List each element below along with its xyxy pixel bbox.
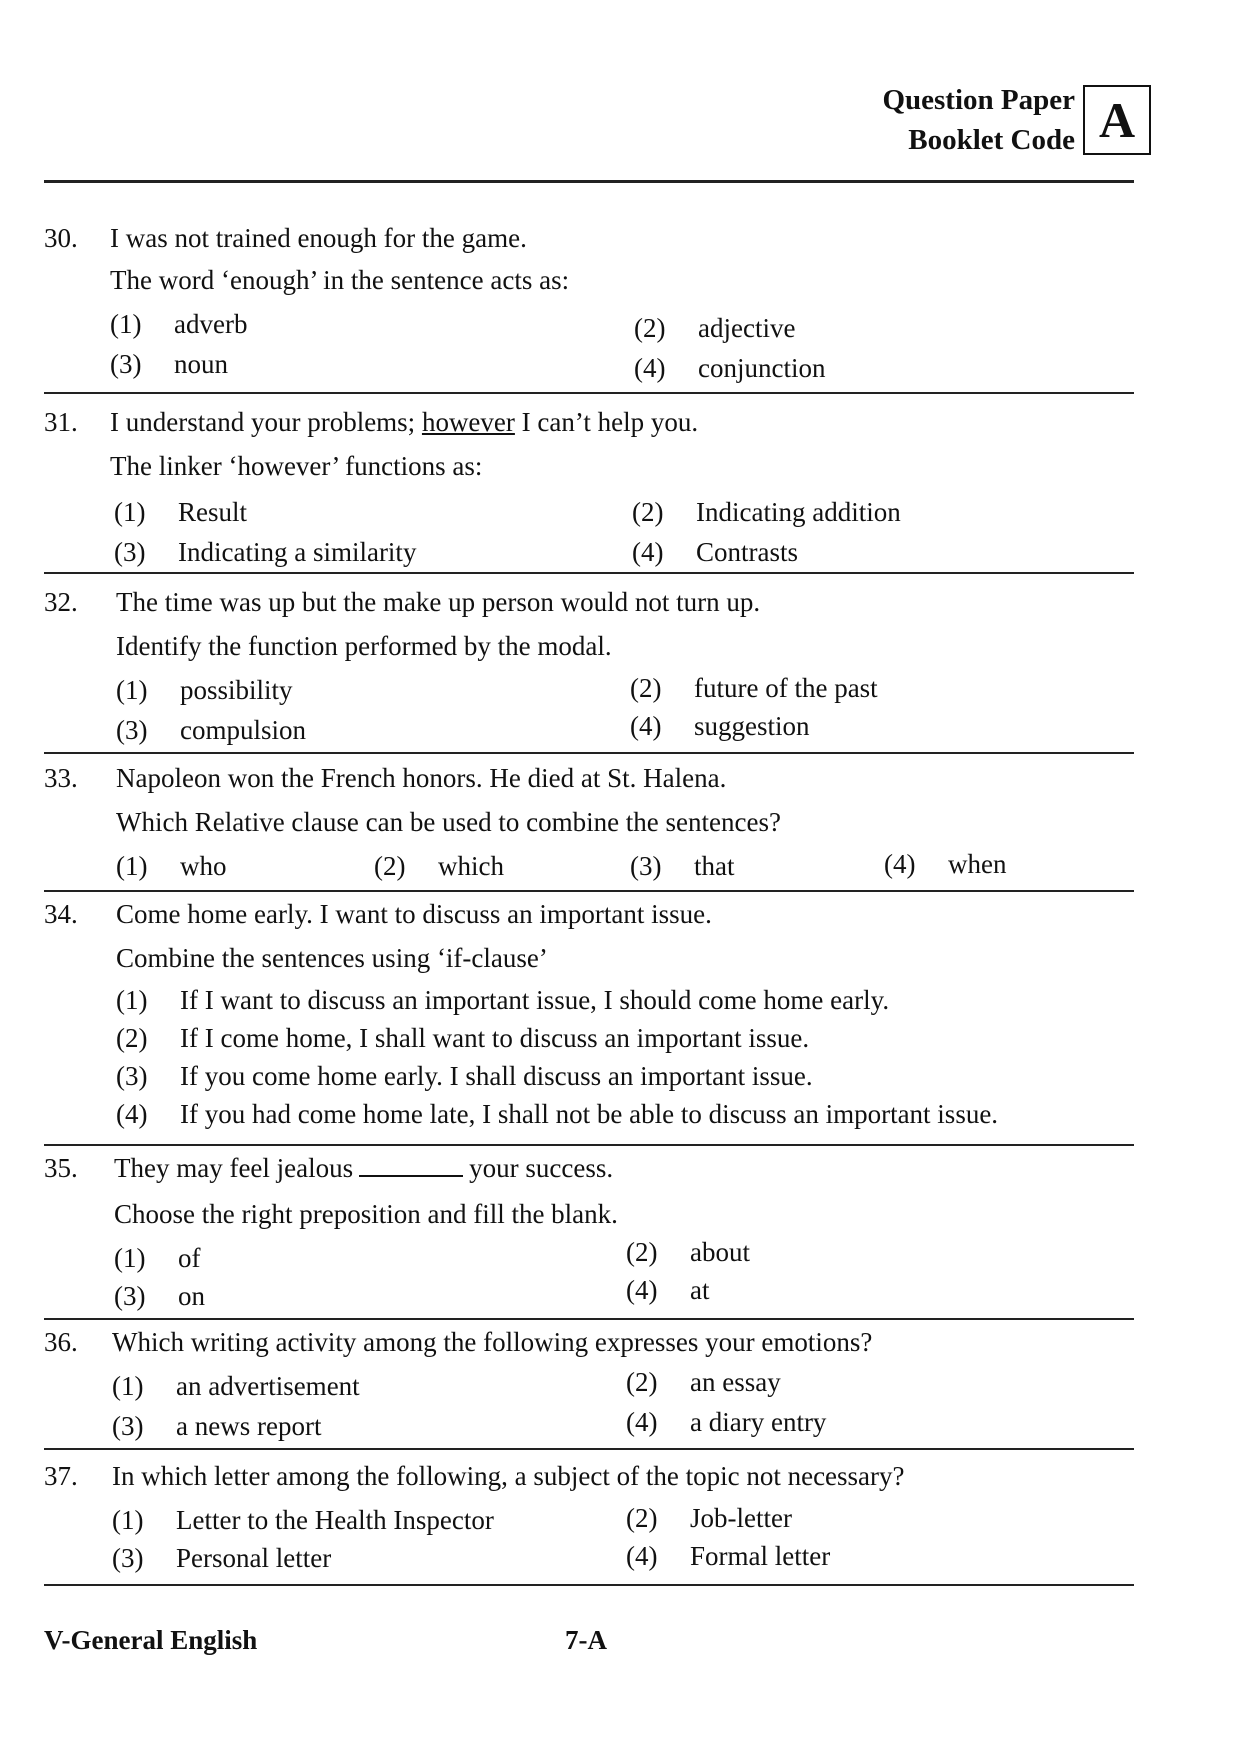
- booklet-label-line1: Question Paper: [882, 84, 1075, 116]
- question-divider: [44, 392, 1134, 394]
- option-4: (4) If you had come home late, I shall not be able to discuss an important issue.: [116, 1099, 999, 1129]
- question-instruction: Combine the sentences using ‘if-clause’: [116, 943, 548, 973]
- question-36: [44, 1322, 1134, 1452]
- question-divider: [44, 1448, 1134, 1450]
- option-3: (3) noun: [110, 349, 228, 379]
- question-instruction: Identify the function performed by the modal.: [116, 631, 612, 661]
- booklet-code-header: [870, 80, 1160, 160]
- question-30: [44, 218, 1134, 383]
- question-instruction: The word ‘enough’ in the sentence acts as:: [110, 265, 570, 295]
- option-1: (1) Result: [114, 497, 248, 527]
- question-divider: [44, 572, 1134, 574]
- booklet-label-line2: Booklet Code: [908, 124, 1075, 156]
- question-text: I understand your problems; however I can’t help you.: [110, 407, 699, 437]
- option-1: (1) of: [114, 1243, 201, 1273]
- question-instruction: Choose the right preposition and fill the blank.: [114, 1199, 618, 1229]
- question-32: [44, 582, 1134, 752]
- header-divider: [44, 180, 1134, 183]
- option-2: (2) If I come home, I shall want to discuss an important issue.: [116, 1023, 810, 1053]
- option-2: (2) adjective: [634, 313, 796, 343]
- option-1: (1) adverb: [110, 309, 248, 339]
- question-text: In which letter among the following, a subject of the topic not necessary?: [112, 1461, 905, 1491]
- footer-subject: V-General English: [44, 1625, 258, 1655]
- booklet-label: [870, 80, 1075, 160]
- question-number: 37.: [44, 1461, 78, 1491]
- question-instruction: The linker ‘however’ functions as:: [110, 451, 483, 481]
- underlined-word: however: [421, 407, 515, 437]
- option-2: (2) about: [626, 1237, 750, 1267]
- question-text: Napoleon won the French honors. He died at St. Halena.: [116, 763, 727, 793]
- answer-blank: [359, 1153, 463, 1177]
- question-text: The time was up but the make up person would not turn up.: [116, 587, 761, 617]
- option-4: (4) Formal letter: [626, 1541, 831, 1571]
- question-divider: [44, 890, 1134, 892]
- option-3: (3) Indicating a similarity: [114, 537, 417, 567]
- question-divider: [44, 1144, 1134, 1146]
- option-3: (3) a news report: [112, 1411, 322, 1441]
- question-35: [44, 1148, 1134, 1318]
- option-3: (3) on: [114, 1281, 205, 1311]
- question-34: [44, 894, 1134, 1134]
- question-33: [44, 758, 1134, 888]
- option-2: (2) which: [374, 851, 504, 881]
- option-1: (1) who: [116, 851, 227, 881]
- option-4: (4) a diary entry: [626, 1407, 827, 1437]
- question-number: 32.: [44, 587, 78, 617]
- question-31: [44, 402, 1134, 572]
- option-1: (1) If I want to discuss an important issue, I should come home early.: [116, 985, 890, 1015]
- option-4: (4) at: [626, 1275, 710, 1305]
- option-4: (4) Contrasts: [632, 537, 799, 567]
- option-2: (2) Job-letter: [626, 1503, 792, 1533]
- question-number: 31.: [44, 407, 78, 437]
- question-divider: [44, 1584, 1134, 1586]
- option-3: (3) Personal letter: [112, 1543, 332, 1573]
- option-2: (2) an essay: [626, 1367, 781, 1397]
- option-2: (2) Indicating addition: [632, 497, 901, 527]
- question-text: Come home early. I want to discuss an important issue.: [116, 899, 712, 929]
- question-number: 30.: [44, 223, 78, 253]
- option-4: (4) when: [884, 849, 1007, 879]
- question-number: 35.: [44, 1153, 78, 1183]
- option-3: (3) compulsion: [116, 715, 306, 745]
- question-divider: [44, 752, 1134, 754]
- footer-page-number: 7-A: [565, 1625, 607, 1655]
- question-text: I was not trained enough for the game.: [110, 223, 527, 253]
- question-number: 33.: [44, 763, 78, 793]
- question-text: They may feel jealous your success.: [114, 1153, 614, 1183]
- question-37: [44, 1456, 1134, 1586]
- booklet-code-box: A: [1083, 85, 1151, 155]
- option-3: (3) that: [630, 851, 735, 881]
- question-text: Which writing activity among the following expresses your emotions?: [112, 1327, 873, 1357]
- question-instruction: Which Relative clause can be used to combine the sentences?: [116, 807, 781, 837]
- question-divider: [44, 1318, 1134, 1320]
- question-number: 34.: [44, 899, 78, 929]
- option-1: (1) Letter to the Health Inspector: [112, 1505, 494, 1535]
- option-2: (2) future of the past: [630, 673, 878, 703]
- question-number: 36.: [44, 1327, 78, 1357]
- option-1: (1) an advertisement: [112, 1371, 360, 1401]
- option-3: (3) If you come home early. I shall discuss an important issue.: [116, 1061, 813, 1091]
- option-4: (4) suggestion: [630, 711, 810, 741]
- option-1: (1) possibility: [116, 675, 293, 705]
- option-4: (4) conjunction: [634, 353, 826, 383]
